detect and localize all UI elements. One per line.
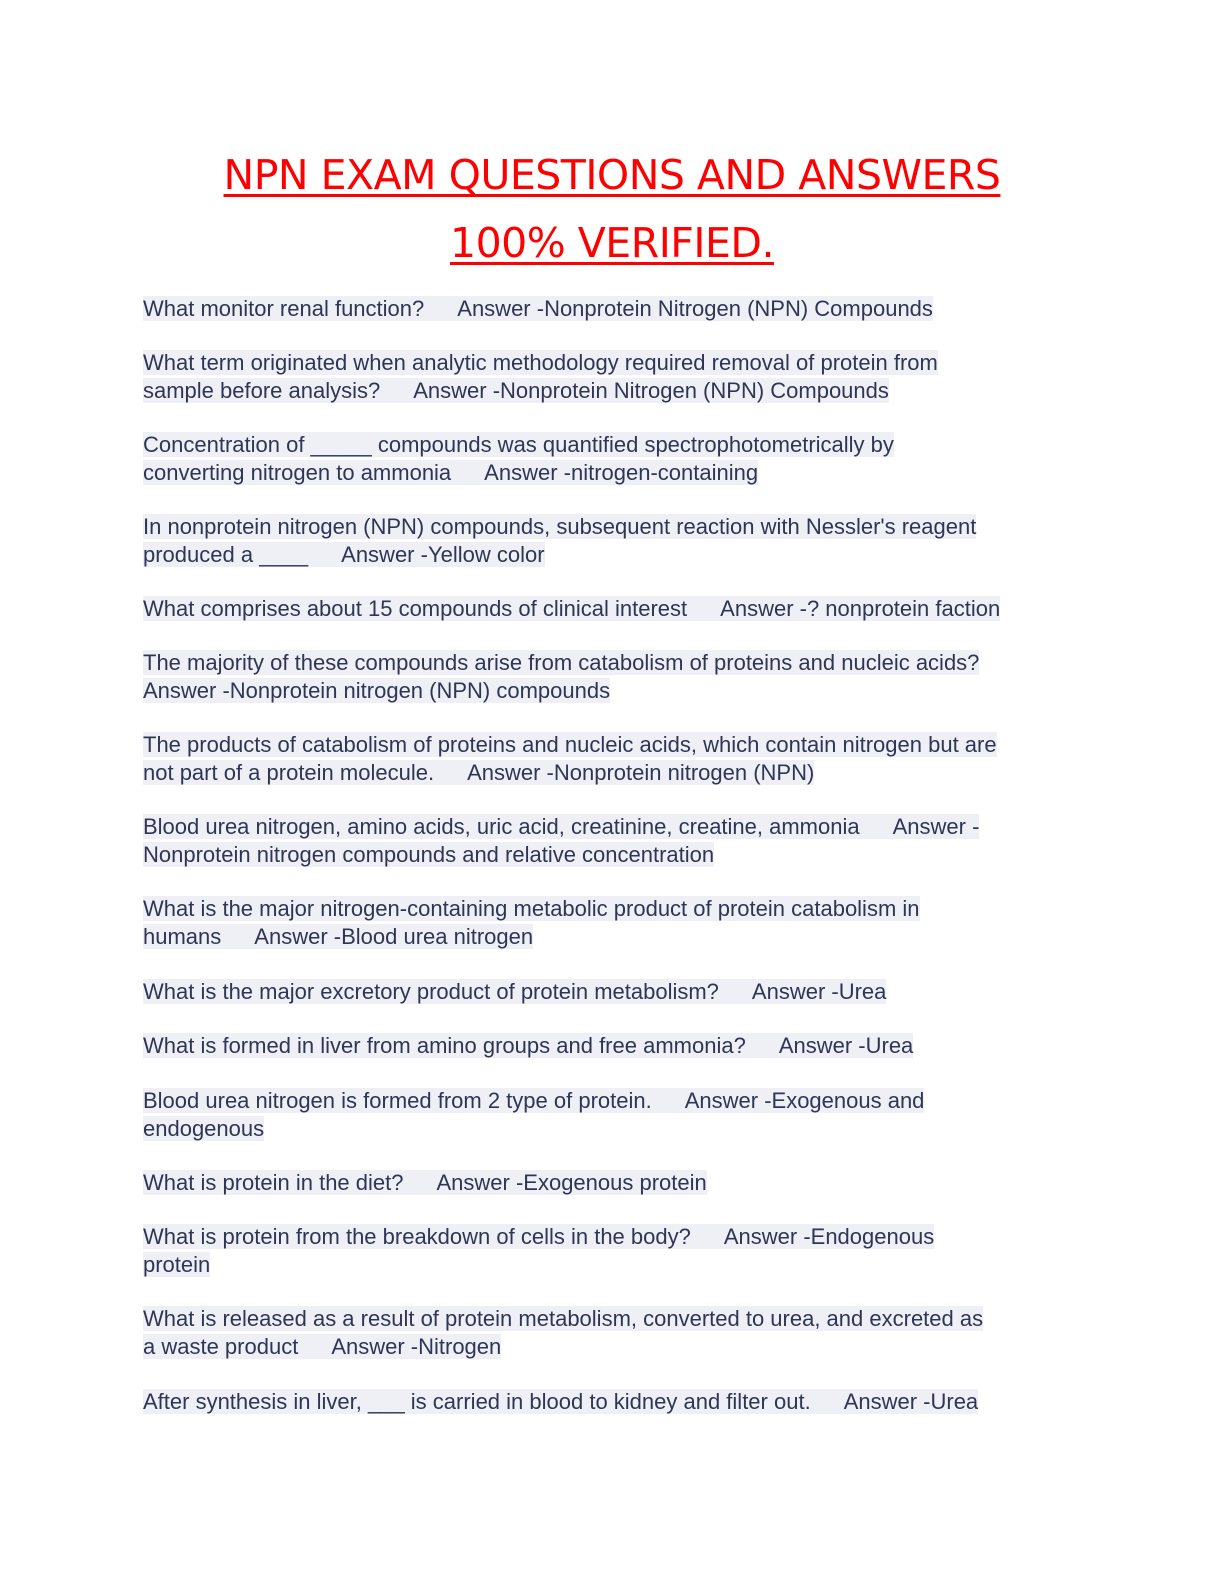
qa-line-highlight xyxy=(143,1033,913,1058)
qa-line xyxy=(143,841,1083,869)
qa-line-highlight xyxy=(143,1252,210,1277)
question-text: What is protein from the breakdown of cells in the body? xyxy=(143,1224,691,1249)
qa-line xyxy=(143,813,1083,841)
qa-line-highlight xyxy=(143,979,886,1004)
qa-line-highlight xyxy=(143,596,1000,621)
qa-line xyxy=(143,377,1083,405)
qa-item xyxy=(143,813,1083,868)
qa-line-highlight xyxy=(143,732,997,757)
qa-item xyxy=(143,1087,1083,1142)
question-text: humans xyxy=(143,923,222,949)
qa-item xyxy=(143,895,1083,950)
qa-line xyxy=(143,1169,1083,1197)
question-text: What is protein in the diet? xyxy=(143,1170,404,1195)
qa-line-highlight xyxy=(143,814,979,839)
answer-text: Answer -? nonprotein faction xyxy=(720,596,1001,621)
qa-line xyxy=(143,1087,1083,1115)
qa-line xyxy=(143,1115,1083,1143)
qa-line-highlight xyxy=(143,1306,983,1331)
qa-item xyxy=(143,1032,1083,1060)
question-text: sample before analysis? xyxy=(143,377,381,403)
question-text: What comprises about 15 compounds of clinical interest xyxy=(143,596,688,621)
qa-line-highlight xyxy=(143,842,714,867)
qa-item xyxy=(143,513,1083,568)
question-text: What is the major nitrogen-containing metabolic product of protein catabolism in xyxy=(143,896,920,921)
qa-line-highlight xyxy=(143,378,889,403)
qa-line xyxy=(143,1032,1083,1060)
answer-text: Answer -Nonprotein nitrogen (NPN) compounds xyxy=(143,677,611,703)
qa-line xyxy=(143,1223,1083,1251)
qa-item xyxy=(143,349,1083,404)
qa-line-highlight xyxy=(143,460,758,485)
answer-text: Answer -Exogenous and xyxy=(684,1088,925,1113)
qa-line-highlight xyxy=(143,1170,707,1195)
answer-text: Nonprotein nitrogen compounds and relative concentration xyxy=(143,841,715,867)
answer-text: Answer -Urea xyxy=(778,1033,914,1058)
qa-line-highlight xyxy=(143,542,545,567)
qa-line xyxy=(143,923,1083,951)
question-text: What term originated when analytic methodology required removal of protein from xyxy=(143,350,938,375)
answer-text: Answer -Urea xyxy=(843,1389,979,1414)
question-text: a waste product xyxy=(143,1333,299,1359)
qa-item xyxy=(143,295,1083,323)
answer-text: Answer -Nitrogen xyxy=(331,1333,502,1359)
question-text: The products of catabolism of proteins and nucleic acids, which contain nitrogen but are xyxy=(143,732,997,757)
answer-text: Answer -Urea xyxy=(751,979,887,1004)
qa-line-highlight xyxy=(143,1224,934,1249)
qa-line xyxy=(143,895,1083,923)
qa-item xyxy=(143,1223,1083,1278)
document-title-line-2: 100% VERIFIED. xyxy=(450,219,774,267)
qa-line-highlight xyxy=(143,1088,924,1113)
question-text: Blood urea nitrogen is formed from 2 type of protein. xyxy=(143,1088,652,1113)
qa-line xyxy=(143,759,1083,787)
question-text: What is the major excretory product of protein metabolism? xyxy=(143,979,719,1004)
qa-item xyxy=(143,731,1083,786)
qa-line xyxy=(143,541,1083,569)
qa-item xyxy=(143,649,1083,704)
qa-line-highlight xyxy=(143,1116,264,1141)
qa-line-highlight xyxy=(143,514,976,539)
qa-line xyxy=(143,595,1083,623)
qa-line-highlight xyxy=(143,296,933,321)
answer-text: Answer -Nonprotein Nitrogen (NPN) Compounds xyxy=(413,377,889,403)
qa-line-highlight xyxy=(143,896,920,921)
qa-line xyxy=(143,1251,1083,1279)
qa-item xyxy=(143,978,1083,1006)
qa-line-highlight xyxy=(143,924,533,949)
qa-line xyxy=(143,459,1083,487)
answer-text: Answer -Exogenous protein xyxy=(436,1170,707,1195)
qa-item xyxy=(143,431,1083,486)
qa-line-highlight xyxy=(143,650,979,675)
qa-item xyxy=(143,1169,1083,1197)
qa-line xyxy=(143,731,1083,759)
question-text: After synthesis in liver, ___ is carried in blood to kidney and filter out. xyxy=(143,1389,811,1414)
question-text: converting nitrogen to ammonia xyxy=(143,459,452,485)
answer-text: Answer -Endogenous xyxy=(723,1224,935,1249)
question-text: not part of a protein molecule. xyxy=(143,759,435,785)
qa-item xyxy=(143,1388,1083,1416)
qa-line xyxy=(143,1388,1083,1416)
answer-text: Answer -nitrogen-containing xyxy=(484,459,759,485)
qa-line xyxy=(143,1333,1083,1361)
qa-line xyxy=(143,1305,1083,1333)
qa-line-highlight xyxy=(143,1389,978,1414)
question-text: The majority of these compounds arise from catabolism of proteins and nucleic acids? xyxy=(143,650,980,675)
answer-text: Answer -Nonprotein Nitrogen (NPN) Compounds xyxy=(457,296,933,321)
qa-line xyxy=(143,649,1083,677)
qa-line-highlight xyxy=(143,1334,501,1359)
qa-line-highlight xyxy=(143,678,610,703)
question-text: What is formed in liver from amino groups and free ammonia? xyxy=(143,1033,746,1058)
qa-line-highlight xyxy=(143,350,938,375)
qa-line xyxy=(143,978,1083,1006)
question-text: What is released as a result of protein metabolism, converted to urea, and excreted as xyxy=(143,1306,984,1331)
answer-text: Answer -Nonprotein nitrogen (NPN) xyxy=(467,759,815,785)
answer-text: endogenous xyxy=(143,1115,265,1141)
qa-item xyxy=(143,595,1083,623)
answer-text: Answer -Yellow color xyxy=(341,541,545,567)
qa-line-highlight xyxy=(143,432,894,457)
question-text: Blood urea nitrogen, amino acids, uric acid, creatinine, creatine, ammonia xyxy=(143,814,860,839)
answer-text: protein xyxy=(143,1251,211,1277)
answer-text: Answer -Blood urea nitrogen xyxy=(254,923,534,949)
qa-line xyxy=(143,513,1083,541)
answer-text: Answer - xyxy=(892,814,980,839)
qa-line xyxy=(143,677,1083,705)
qa-item xyxy=(143,1305,1083,1360)
qa-line xyxy=(143,295,1083,323)
question-text: In nonprotein nitrogen (NPN) compounds, subsequent reaction with Nessler's reagent xyxy=(143,514,977,539)
question-text: Concentration of _____ compounds was quantified spectrophotometrically by xyxy=(143,432,894,457)
qa-line xyxy=(143,431,1083,459)
question-text: What monitor renal function? xyxy=(143,296,425,321)
document-title-line-1: NPN EXAM QUESTIONS AND ANSWERS xyxy=(223,151,1001,199)
qa-line xyxy=(143,349,1083,377)
question-text: produced a ____ xyxy=(143,541,309,567)
qa-line-highlight xyxy=(143,760,814,785)
